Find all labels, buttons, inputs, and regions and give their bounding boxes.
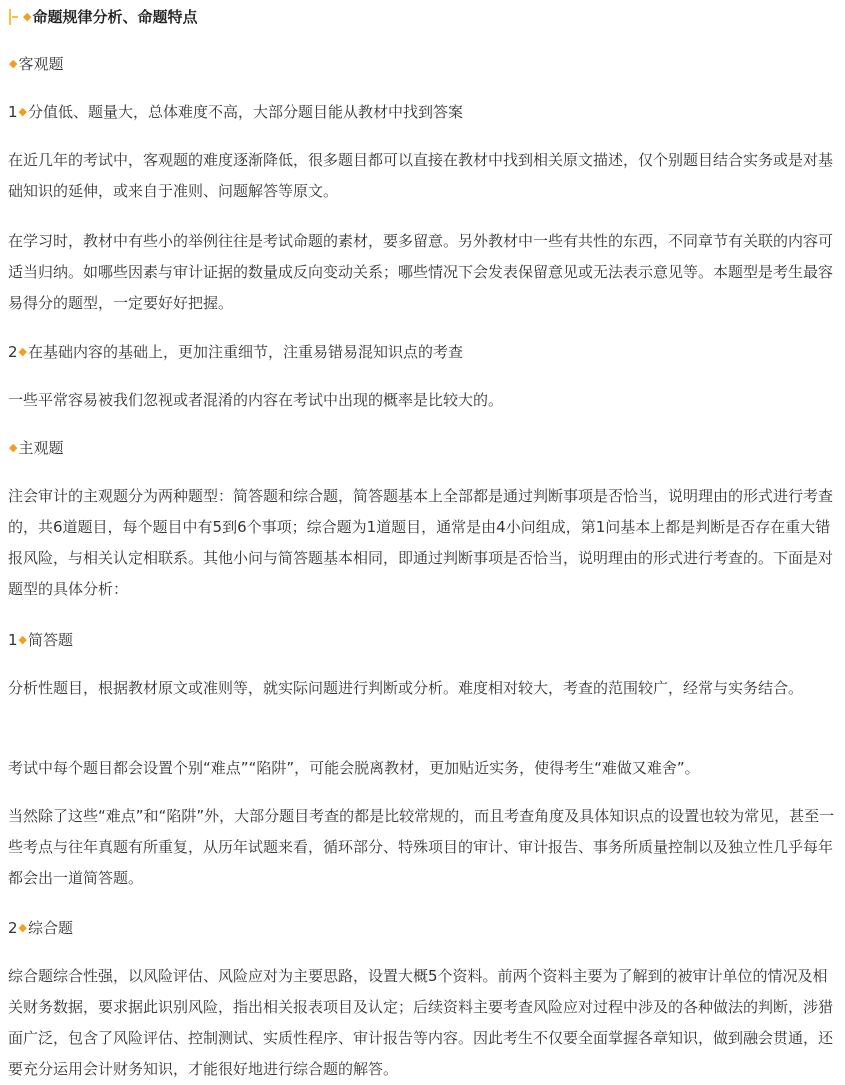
article-title <box>8 6 197 28</box>
subheading-subjective-1: 1◆简答题 <box>8 629 73 651</box>
title-marker-icon <box>8 9 20 25</box>
paragraph: 在近几年的考试中，客观题的难度逐渐降低，很多题目都可以直接在教材中找到相关原文描述，仅个别题目结合实务或是对基础知识的延伸，或来自于准则、问题解答等原文。 <box>8 151 834 200</box>
diamond-bullet-icon: ◆ <box>18 920 28 934</box>
paragraph: 一些平常容易被我们忽视或者混淆的内容在考试中出现的概率是比较大的。 <box>8 391 504 409</box>
paragraph: 综合题综合性强，以风险评估、风险应对为主要思路，设置大概5个资料。前两个资料主要为了解到的被审计单位的情况及相关财务数据，要求据此识别风险，指出相关报表项目及认定；后续资料主要考查风险应对过程中涉及的各种做法的判断，涉猎面广泛，包含了风险评估、控制测试、实质性程序、审计报告等内容。因此考生不仅要全面掌握各章知识，做到融会贯通，还要充分运用会计财务知识，才能很好地进行综合题的解答。 <box>8 967 834 1078</box>
section-heading-subjective: ◆主观题 <box>8 437 63 459</box>
section-heading-objective: ◆客观题 <box>8 53 63 75</box>
subheading-objective-1: 1◆分值低、题量大，总体难度不高，大部分题目能从教材中找到答案 <box>8 101 463 123</box>
diamond-bullet-icon: ◆ <box>23 9 32 23</box>
diamond-bullet-icon: ◆ <box>9 440 18 454</box>
diamond-bullet-icon: ◆ <box>18 632 28 646</box>
paragraph: 分析性题目，根据教材原文或准则等，就实际问题进行判断或分析。难度相对较大，考查的范围较广，经常与实务结合。 <box>8 679 804 697</box>
paragraph: 当然除了这些“难点”和“陷阱”外，大部分题目考查的都是比较常规的，而且考查角度及具体知识点的设置也较为常见，甚至一些考点与往年真题有所重复，从历年试题来看，循环部分、特殊项目的审计、审计报告、事务所质量控制以及独立性几乎每年都会出一道简答题。 <box>8 807 835 887</box>
subheading-subjective-2: 2◆综合题 <box>8 917 73 939</box>
diamond-bullet-icon: ◆ <box>9 56 18 70</box>
diamond-bullet-icon: ◆ <box>18 104 28 118</box>
subheading-objective-2: 2◆在基础内容的基础上，更加注重细节，注重易错易混知识点的考查 <box>8 341 463 363</box>
diamond-bullet-icon: ◆ <box>18 344 28 358</box>
paragraph: 在学习时，教材中有些小的举例往往是考试命题的素材，要多留意。另外教材中一些有共性的东西，不同章节有关联的内容可适当归纳。如哪些因素与审计证据的数量成反向变动关系；哪些情况下会发表保留意见或无法表示意见等。本题型是考生最容易得分的题型，一定要好好把握。 <box>8 232 834 312</box>
article-title-text: 命题规律分析、命题特点 <box>32 8 198 26</box>
paragraph: 注会审计的主观题分为两种题型：简答题和综合题，简答题基本上全部都是通过判断事项是否恰当，说明理由的形式进行考查的，共6道题目，每个题目中有5到6个事项；综合题为1道题目，通常是由4小问组成，第1问基本上都是判断是否存在重大错报风险，与相关认定相联系。其他小问与简答题基本相同，即通过判断事项是否恰当，说明理由的形式进行考查的。下面是对题型的具体分析： <box>8 487 834 598</box>
paragraph: 考试中每个题目都会设置个别“难点”“陷阱”，可能会脱离教材，更加贴近实务，使得考生“难做又难舍”。 <box>8 759 700 777</box>
